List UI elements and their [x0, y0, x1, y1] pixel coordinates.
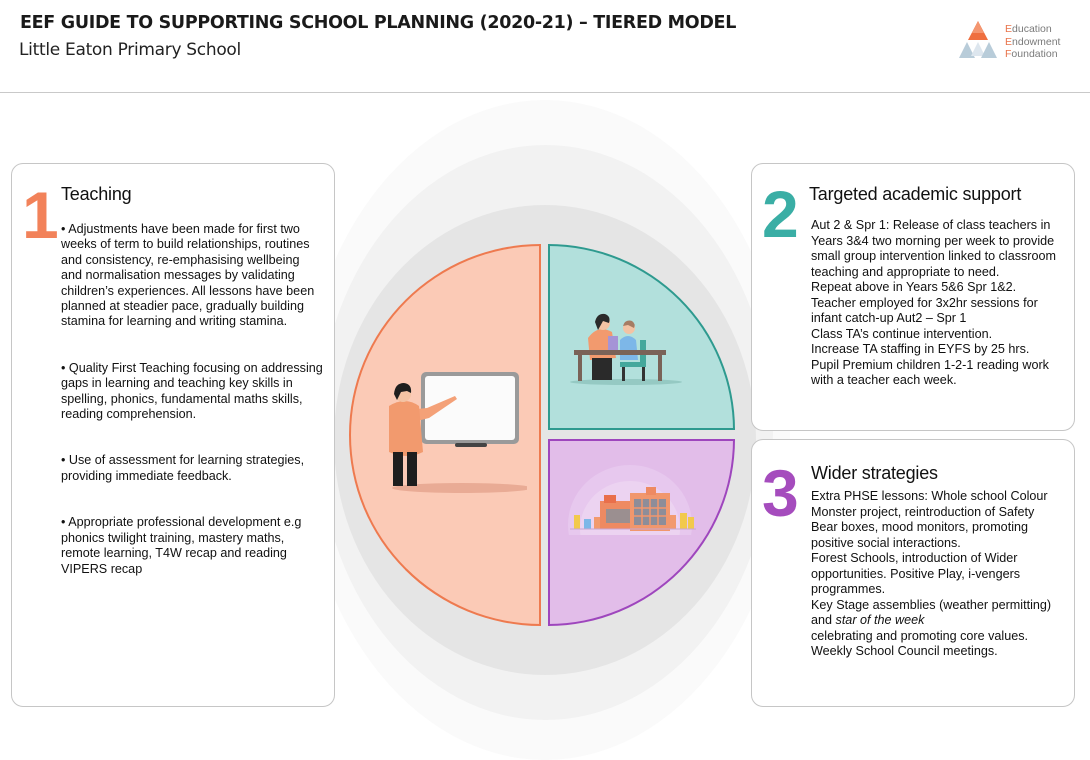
tier-3-card [751, 439, 1075, 707]
text-line: Pupil Premium children 1-2-1 reading work with a teacher each week. [811, 357, 1049, 387]
text-line: Key Stage assemblies (weather permitting) and [811, 597, 1052, 627]
tier-2-text [811, 218, 1061, 389]
text-line: Increase TA staffing in EYFS by 25 hrs. [811, 342, 1030, 356]
bullet-item: • Use of assessment for learning strategies, providing immediate feedback. [61, 453, 305, 483]
school-building-with-people-icon [560, 455, 700, 535]
bullet-item: • Adjustments have been made for first two weeks of term to build relationships, routines and consistency, re-emphasising wellbeing and normalisation messages by validating children’s experiences. All lessons have been planned at steadier pace, gradually building stamina for learning and writing stamina. [61, 222, 315, 329]
tier-1-bullet-list [61, 222, 323, 608]
eef-triangle-logo-icon [958, 20, 998, 60]
italic-phrase: star of the week [835, 613, 925, 627]
bullet-item: • Quality First Teaching focusing on addressing gaps in learning and teaching key skills in spelling, phonics, fundamental maths skills, reading comprehension. [61, 360, 323, 422]
tutor-and-pupil-at-desk-icon [570, 310, 690, 390]
text-line: celebrating and promoting core values. [811, 628, 1029, 643]
teacher-at-whiteboard-icon [377, 366, 527, 496]
eef-logo-text: Education Endowment Foundation [1005, 23, 1061, 60]
text-line: Forest Schools, introduction of Wider opportunities. Positive Play, i-vengers programmes. [811, 551, 1021, 596]
school-name: Little Eaton Primary School [19, 40, 241, 60]
tier-1-number: 1 [22, 178, 59, 252]
tier-2-title: Targeted academic support [809, 184, 1022, 204]
tier-1-title: Teaching [61, 184, 132, 204]
tier-2-number: 2 [762, 177, 799, 251]
tier-3-number: 3 [762, 456, 799, 530]
text-line: Aut 2 & Spr 1: Release of class teachers in Years 3&4 two morning per week to provide small group intervention linked to classroom teaching and appropriate to need. [811, 218, 1056, 279]
bullet-item: • Appropriate professional development e.g phonics twilight training, mastery maths, remote learning, T4W recap and reading VIPERS recap [61, 515, 302, 576]
tier-2-card [751, 163, 1075, 431]
text-line: Repeat above in Years 5&6 Spr 1&2. [811, 280, 1017, 294]
tier-3-text [811, 489, 1061, 660]
text-line: Teacher employed for 3x2hr sessions for infant catch-up Aut2 – Spr 1 [811, 295, 1038, 325]
tier-1-card [11, 163, 335, 707]
page-title: EEF GUIDE TO SUPPORTING SCHOOL PLANNING (2020-21) – TIERED MODEL [20, 13, 737, 33]
eef-logo [958, 20, 1078, 60]
text-line: Extra PHSE lessons: Whole school Colour Monster project, reintroduction of Safety Bear boxes, mood monitors, promoting positive social interactions. [811, 489, 1048, 550]
tier-3-title: Wider strategies [811, 463, 938, 483]
page-header [0, 0, 1090, 93]
text-line: Class TA’s continue intervention. [811, 326, 993, 341]
text-line: Weekly School Council meetings. [811, 644, 998, 658]
